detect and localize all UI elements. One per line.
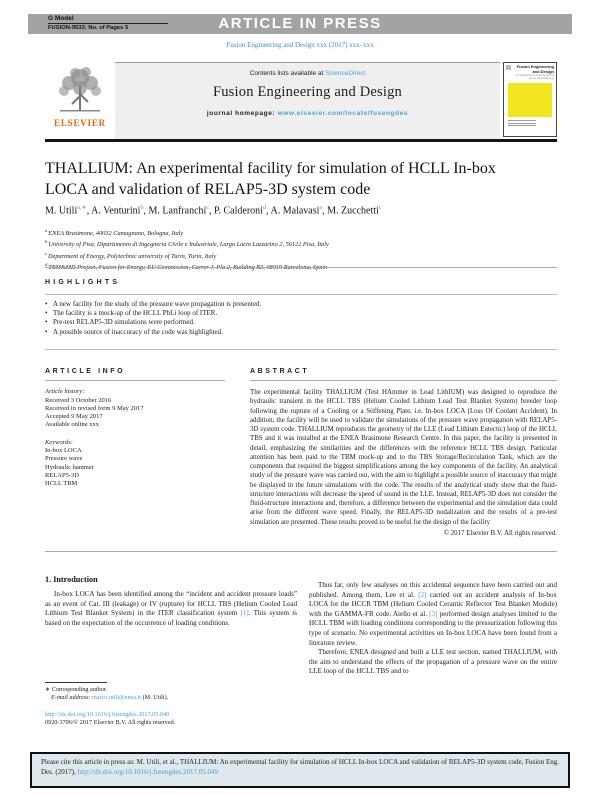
doi-link[interactable]: http://dx.doi.org/10.1016/j.fusengdes.2017.05.049	[45, 711, 170, 718]
abstract-text: The experimental facility THALLIUM (Test HAmmer in Lead LithIUM) was designed to reproduce the hydraulic transient in the HCLL TBS (Helium Cooled Lithium Lead Test Blanket System) breeder loop following the rupture of a Cooling or a Stiffening Plate, i.e. In-box LOCA (Loss Of Coolant Accident). In addition, the facility will be used to validate the simulations of the pressure wave propagation with RELAP5-3D system code. THALLIUM reproduces the geometry of the LLE (Lead Lithium Eutectic) loop of the HCLL TBS and it was installed at the ENEA Brasimone Research Centre. In this paper, the facility is presented in detail, emphasizing the similarities and the differences with the reference HCLL TBS design. Particular attention has been paid to the TBM mock-up and to the TBS Storage/Recirculation Tank, which are the components that required the biggest simplifications among the key components of the facility. An analytical study of the pressure wave was carried out, with the aim to highlight a possible source of inaccuracy that might be displayed in the future simulations with the code. The results of the analytical study show that the fluid-structure interactions will decrease the speed of sound in the LLE. Instead, RELAP5-3D does not consider the fluid-structure interactions and, therefore, a difference between the experimental and the simulation data could arise from the different wave speed. Finally, the RELAP5-3D nodalization and the results of a pre-test simulation are presented. These results proved to be useful for the design of the facility	[250, 389, 557, 526]
divider	[45, 551, 557, 552]
highlight-item	[45, 300, 557, 309]
author-name: P. Calderoni	[214, 205, 263, 217]
author-affil-mark: d	[262, 204, 267, 211]
author-affil-mark: b	[140, 204, 144, 211]
keywords-list	[45, 447, 225, 488]
doi-block	[45, 711, 345, 727]
text-segment: Thus far, only few analyses on this accidental sequence have been carried out and published. Among them, Lee et al.	[309, 581, 557, 599]
text-segment: ,	[143, 205, 149, 217]
authors-line	[45, 204, 555, 216]
text-segment: ,	[322, 205, 328, 217]
author-name: A. Malavasi	[270, 205, 320, 217]
highlight-item	[45, 318, 557, 327]
journal-masthead	[45, 62, 557, 139]
issn-copyright-line: 0920-3796/© 2017 Elsevier B.V. All rights reserved.	[45, 718, 176, 726]
elsevier-logo	[45, 62, 115, 139]
cover-yellow-panel	[508, 83, 552, 117]
highlight-text: Pre-test RELAP5-3D simulations were performed.	[53, 318, 195, 327]
keywords-label: Keywords:	[45, 438, 73, 446]
cover-footer-lines	[506, 120, 554, 126]
contents-line	[115, 70, 500, 77]
email-line	[45, 694, 297, 702]
text-segment: ,	[266, 205, 271, 217]
citation-3[interactable]: [3]	[429, 609, 438, 618]
affiliation	[45, 227, 555, 238]
footnote-block	[45, 682, 297, 702]
author-affil-mark: a	[319, 204, 323, 211]
homepage-label: journal homepage:	[206, 110, 278, 117]
article-title: THALLIUM: An experimental facility for simulation of HCLL In-box LOCA and validation of RELAP5-3D system code	[45, 160, 496, 198]
highlight-item	[45, 328, 557, 337]
affiliations	[45, 227, 555, 273]
body-paragraph	[309, 581, 557, 648]
elsevier-wordmark: ELSEVIER	[54, 118, 106, 128]
history-item: Accepted 9 May 2017	[45, 413, 103, 421]
keyword-item: In-box LOCA	[45, 447, 82, 455]
highlight-text: A new facility for the study of the pressure wave propagation is presented.	[53, 300, 262, 308]
affiliation-mark: b	[45, 239, 48, 245]
masthead-divider	[45, 139, 557, 142]
highlights-heading: HIGHLIGHTS	[45, 279, 121, 286]
affiliation-text: Department of Energy, Polytechnic university of Turin, Turin, Italy	[48, 252, 217, 260]
text-segment: ,	[209, 205, 215, 217]
cover-subtitle: An international journal for fusion energy and technology	[515, 74, 554, 81]
abstract-column	[250, 368, 557, 537]
journal-cover-thumbnail	[503, 62, 557, 137]
text-segment: carried out an accident analysis of In-box LOCA for the HCCR TBM (Helium Cooled Ceramic Reflector Test Blanket Module) with the GAMMA-FR code. Aiello et al.	[309, 590, 557, 618]
affiliation-mark: d	[45, 262, 48, 268]
divider	[45, 294, 557, 295]
journal-reference-line: Fusion Engineering and Design xxx (2017) xxx–xxx	[226, 41, 374, 49]
contents-text: Contents lists available at	[249, 70, 326, 77]
highlight-item	[45, 309, 557, 318]
affiliation-mark: c	[45, 250, 48, 256]
homepage-line	[115, 110, 500, 117]
text-segment: . This system is based on the expectation of the occurrence of loading conditions.	[45, 609, 297, 627]
please-cite-box	[30, 752, 570, 788]
author-name: M. Utili	[45, 205, 78, 217]
highlight-text: A possible source of inaccuracy of the code was highlighted.	[53, 327, 223, 336]
elsevier-tree-icon	[52, 64, 108, 118]
article-history-label: Article history:	[45, 388, 85, 395]
email-link[interactable]: marco.utili@enea.it	[92, 693, 142, 701]
article-info-heading: ARTICLE INFO	[45, 368, 225, 381]
author-affil-mark: a,∗	[77, 204, 87, 211]
footnote-rule	[45, 682, 107, 683]
highlights-list	[45, 300, 557, 337]
masthead-center	[115, 62, 500, 139]
citation-1[interactable]: [1]	[240, 609, 249, 618]
article-info-column	[45, 368, 225, 489]
intro-paragraph	[45, 590, 297, 628]
article-in-press-title: ARTICLE IN PRESS	[218, 15, 382, 32]
keyword-item: HCLL TBM	[45, 480, 78, 488]
author-affil-mark: c	[378, 204, 382, 211]
affiliation-mark: a	[45, 228, 48, 233]
author-name: A. Venturini	[91, 205, 141, 217]
article-in-press-banner	[28, 14, 572, 34]
cite-doi-link[interactable]: http://dx.doi.org/10.1016/j.fusengdes.2017.05.049	[77, 767, 219, 776]
cover-title: Fusion Engineering and Design	[516, 64, 554, 74]
g-model-label: G Model	[48, 15, 168, 24]
history-item: Available online xxx	[45, 421, 100, 429]
body-right-column	[309, 567, 557, 677]
text-segment: In-box LOCA has been identified among the “incident and accident pressure loads” as an event of Cat. III (leakage) or IV (rupture) for HCLL TBS (Helium Cooled Lead Lithium Test Blanket System) in the ITER classification system	[45, 590, 297, 618]
citation-2[interactable]: [2]	[418, 590, 427, 599]
text-segment: Please cite this article in press as: M. Utili, et al., THALLIUM: An experimental facility for simulation of HCLL In-box LOCA and validation of RELAP5-3D system code, Fusion Eng. Des. (2017),	[41, 758, 559, 776]
affiliation	[45, 250, 555, 261]
author-name: M. Lanfranchi	[148, 205, 207, 217]
copyright-line: © 2017 Elsevier B.V. All rights reserved.	[443, 529, 557, 537]
body-paragraph: Therefore, ENEA designed and built a LLE test section, named THALLIUM, with the aim to understand the effects of the propagation of a pressure wave on the entire LLE loop of the HCLL TBS and to	[309, 648, 557, 676]
divider	[45, 349, 557, 350]
history-item: Received in revised form 9 May 2017	[45, 404, 144, 412]
sciencedirect-link[interactable]: ScienceDirect	[325, 70, 366, 77]
article-history-list	[45, 397, 225, 430]
corresponding-author-note: ∗ Corresponding author.	[45, 686, 108, 693]
text-segment: performed design analyses limited to the HCLL TBM with loading conditions corresponding to the pressurization following this type of scenario. No experimental activities on In-box LOCA have been found from a literature review.	[309, 609, 557, 647]
highlight-text: The facility is a mock-up of the HCLL PbLi loop of ITER.	[53, 309, 218, 318]
affiliation-text: ENEA Brasimone, 40032 Camugnano, Bologna, Italy	[48, 230, 184, 238]
homepage-link[interactable]: www.elsevier.com/locate/fusengdes	[277, 110, 409, 117]
author-name: M. Zucchetti	[327, 205, 379, 217]
keyword-item: RELAP5-3D	[45, 472, 79, 480]
model-code: FUSION-9533; No. of Pages 5	[48, 25, 129, 31]
email-label: E-mail address:	[51, 693, 93, 701]
introduction-heading: 1. Introduction	[45, 575, 98, 584]
body-left-column	[45, 567, 297, 628]
text-segment: (M. Utili).	[141, 693, 169, 701]
text-segment: ,	[86, 205, 92, 217]
keyword-item: Hydraulic hammer	[45, 463, 94, 471]
keyword-item: Pressure wave	[45, 455, 83, 463]
divider	[45, 267, 557, 268]
abstract-heading: ABSTRACT	[250, 368, 557, 381]
journal-name: Fusion Engineering and Design	[212, 84, 403, 100]
cover-logo-mark	[506, 65, 511, 70]
affiliation-text: University of Pisa, Dipartimento di Ingegneria Civile e Industriale, Largo Lucio Lazzarino 2, 56122 Pisa, Italy	[48, 241, 329, 249]
author-affil-mark: c	[206, 204, 210, 211]
affiliation	[45, 238, 555, 249]
history-item: Received 3 October 2016	[45, 396, 112, 404]
